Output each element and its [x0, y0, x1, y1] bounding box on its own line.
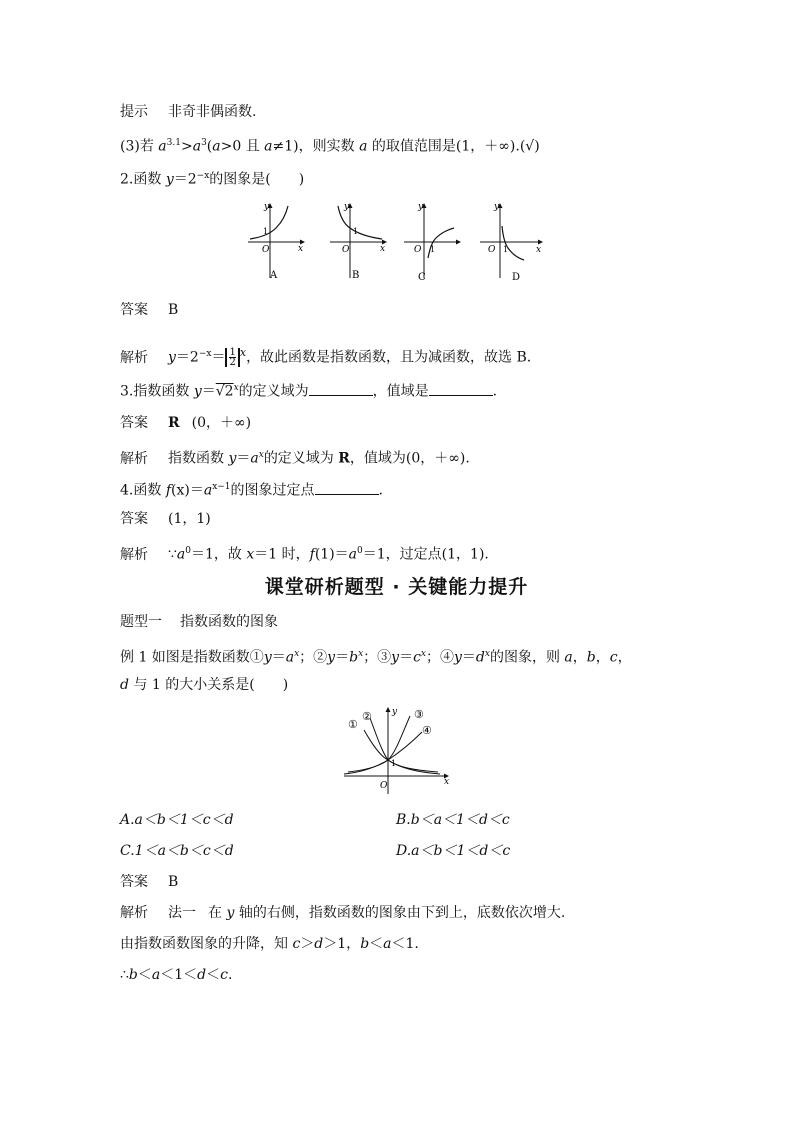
answer-4 [120, 509, 211, 529]
axis-y-label: y [264, 202, 270, 212]
text: ＜ [137, 967, 152, 983]
hint-text: 非奇非偶函数. [168, 104, 257, 120]
section-heading: 课堂研析题型 · 关键能力提升 [264, 576, 529, 598]
blank-domain[interactable] [309, 383, 373, 396]
text: ＞ [300, 936, 315, 952]
answer-ex1 [120, 872, 178, 892]
text: . [227, 967, 233, 983]
text: 例 1 如图是指数函数① [120, 649, 264, 666]
text: ＝ [399, 649, 414, 666]
question-2 [120, 166, 304, 190]
var-b: b [349, 649, 359, 666]
var-a: a [158, 138, 167, 155]
text: ，值域是 [372, 383, 429, 400]
text: ＝ [335, 649, 350, 666]
numerator: 1 [229, 347, 236, 359]
var-b: b [128, 967, 138, 983]
option-a[interactable]: A.a＜b＜1＜c＜d [120, 812, 234, 828]
type-1 [120, 612, 278, 632]
curve-3-label: ③ [414, 708, 424, 721]
item-3-line [120, 133, 540, 157]
text: 4.函数 [120, 482, 166, 499]
solution-2 [120, 340, 532, 369]
q2-graphs [240, 196, 560, 288]
set-r: R [338, 450, 350, 467]
var-d: d [120, 677, 129, 693]
exp: x−1 [212, 482, 231, 492]
axis-y-label: y [418, 202, 424, 212]
text: 的图象，则 [489, 649, 565, 666]
graph-d [480, 202, 542, 283]
var-a: a [383, 936, 392, 952]
text: ＝1 时， [254, 546, 310, 563]
solution-label: 解析 [120, 450, 148, 467]
text: . [492, 383, 498, 400]
text: >0 且 [220, 138, 265, 155]
text: ，值域为(0，＋∞). [349, 450, 470, 467]
text: (1)＝ [314, 546, 349, 563]
var-a: a [176, 546, 186, 563]
text: ＝1，过定点(1，1). [362, 546, 489, 563]
text: 轴的右侧，指数函数的图象由下到上，底数依次增大. [234, 905, 566, 921]
exp: −x [198, 349, 212, 359]
text: 与 1 的大小关系是( [128, 677, 255, 693]
var-y: y [327, 649, 336, 666]
var-d: d [475, 649, 485, 666]
var-a: a [359, 138, 368, 155]
var-y: y [165, 171, 174, 188]
var-a: a [285, 649, 295, 666]
exp: −x [196, 171, 210, 181]
var-y: y [193, 383, 202, 400]
exp: 0 [357, 546, 363, 556]
question-4 [120, 477, 383, 501]
blank-range[interactable] [429, 383, 493, 396]
axis-x-label: x [380, 244, 386, 254]
option-b[interactable]: B.b＜a＜1＜d＜c [396, 812, 510, 828]
origin-label: O [262, 245, 270, 255]
text: ＝ [271, 649, 286, 666]
exp: x [258, 450, 264, 460]
text: (x) [171, 482, 190, 499]
one-label: 1 [391, 759, 397, 768]
solution-label: 解析 [120, 349, 148, 366]
var-f: f [309, 546, 315, 563]
exp: x [239, 346, 247, 359]
solution-ex1-line-3 [120, 965, 232, 985]
text: ) [282, 677, 289, 693]
var-a: a [564, 649, 573, 666]
var-a: a [348, 546, 358, 563]
one-label: 1 [353, 227, 359, 236]
option-label: B [352, 270, 360, 281]
var-y: y [453, 649, 462, 666]
var-b: b [360, 936, 370, 952]
text: 3.指数函数 [120, 383, 194, 400]
set-r: R [168, 415, 180, 431]
item-3-pre: (3)若 [120, 138, 159, 155]
graph-b [330, 202, 386, 281]
origin-label: O [342, 245, 350, 255]
text: ，故此函数是指数函数，且为减函数，故选 B. [246, 349, 532, 366]
answer-label: 答案 [120, 511, 148, 527]
var-y: y [391, 649, 400, 666]
var-d: d [197, 967, 207, 983]
answer-text: B [168, 874, 179, 890]
question-3 [120, 378, 497, 402]
text: ＞1， [323, 936, 361, 952]
text: ；③ [363, 649, 392, 666]
axis-y-label: y [344, 202, 350, 212]
answer-3 [120, 413, 251, 433]
text: 2.函数 [120, 171, 166, 188]
example-1-graph [340, 704, 458, 796]
one-label: 1 [263, 227, 269, 236]
text: ＝2 [175, 349, 199, 366]
curve-4-label: ④ [422, 724, 432, 737]
var-x: x [246, 546, 255, 563]
answer-text: (1，1) [168, 511, 211, 527]
answer-2 [120, 300, 178, 320]
text: ∴ [120, 967, 129, 983]
text: ＝ [189, 482, 204, 499]
var-d: d [314, 936, 324, 952]
exp: 3 [201, 138, 207, 148]
text: ＝ [236, 450, 251, 467]
var-y: y [263, 649, 272, 666]
text: 的定义域为 [238, 383, 309, 400]
var-a: a [250, 450, 259, 467]
exp: 3.1 [166, 138, 181, 148]
option-label: C [418, 272, 426, 283]
text: ＜ [369, 936, 384, 952]
axis-y-label: y [494, 202, 500, 212]
var-c: c [220, 967, 228, 983]
text: ＜1＜ [160, 967, 198, 983]
solution-ex1-line-1 [120, 903, 565, 923]
exp: x [484, 649, 490, 659]
text: 由指数函数图象的升降，知 [120, 936, 293, 952]
var-a: a [192, 138, 202, 155]
var-y: y [228, 450, 237, 467]
text: . [378, 482, 383, 499]
text: ＜1. [391, 936, 419, 952]
exp: x [420, 649, 426, 659]
origin-label: O [380, 781, 388, 791]
var-b: b [586, 649, 596, 666]
var-y: y [226, 905, 235, 921]
axis-x-label: x [444, 777, 450, 787]
answer-label: 答案 [120, 874, 148, 890]
answer-text: B [168, 302, 179, 318]
text: ∵ [168, 546, 177, 563]
answer-label: 答案 [120, 302, 148, 318]
option-c[interactable]: C.1＜a＜b＜c＜d [120, 843, 234, 859]
solution-4 [120, 541, 489, 565]
blank-fixed-point[interactable] [315, 482, 379, 495]
type-text: 指数函数的图象 [180, 614, 278, 630]
solution-label: 解析 [120, 546, 148, 563]
text: ， [595, 649, 610, 666]
curve-2-label: ② [362, 710, 372, 723]
example-1-line-1 [120, 644, 632, 668]
solution-ex1-line-2 [120, 934, 419, 954]
text: ＝2 [173, 171, 197, 188]
text: ；④ [425, 649, 454, 666]
fraction [225, 348, 239, 367]
exp: x [233, 383, 239, 393]
text: 的图象过定点 [230, 482, 315, 499]
option-label: D [512, 272, 521, 283]
exp: x [358, 649, 364, 659]
graph-a [248, 202, 304, 281]
var-a: a [264, 138, 273, 155]
var-y: y [168, 349, 176, 366]
text: ＝ [211, 349, 226, 366]
radical: √2 [215, 383, 234, 400]
text: 的定义域为 [263, 450, 339, 467]
var-c: c [292, 936, 301, 952]
text: ；② [299, 649, 328, 666]
exp: 0 [185, 546, 192, 556]
origin-label: O [488, 245, 496, 255]
text: ＝ [201, 383, 216, 400]
text: ， [572, 649, 587, 666]
text: > [180, 138, 193, 155]
curve-1-label: ① [348, 718, 358, 731]
var-a: a [203, 482, 213, 499]
text: ＜ [206, 967, 221, 983]
curve-4 [344, 732, 422, 774]
text: ， [617, 649, 632, 666]
option-d[interactable]: D.a＜b＜1＜d＜c [396, 843, 511, 859]
axis-y-label: y [392, 707, 398, 717]
exp: x [294, 649, 300, 659]
text: ( [206, 138, 213, 155]
text: ＝1，故 [191, 546, 247, 563]
hint-line [120, 102, 256, 122]
text: ) [298, 171, 305, 188]
graph-c [404, 202, 460, 283]
answer-label: 答案 [120, 415, 148, 431]
method-label: 法一 [168, 905, 196, 921]
origin-label: O [414, 245, 422, 255]
type-label: 题型一 [120, 614, 162, 630]
hint-label: 提示 [120, 104, 148, 120]
var-c: c [609, 649, 618, 666]
text: 的取值范围是(1，＋∞).(√) [367, 138, 540, 155]
solution-3 [120, 445, 470, 469]
var-a: a [151, 967, 161, 983]
var-a: a [212, 138, 221, 155]
text: 指数函数 [168, 450, 229, 467]
one-label: 1 [430, 245, 436, 254]
text: 在 [208, 905, 227, 921]
answer-text: (0，＋∞) [191, 415, 252, 431]
text: ≠1)，则实数 [272, 138, 360, 155]
var-f: f [165, 482, 171, 499]
option-label: A [270, 270, 278, 281]
text: 的图象是( [209, 171, 271, 188]
axis-x-label: x [298, 244, 304, 254]
axis-x-label: x [536, 245, 542, 255]
one-label: 1 [503, 245, 509, 254]
example-1-line-2 [120, 675, 288, 695]
text: ＝ [461, 649, 476, 666]
solution-label: 解析 [120, 905, 148, 921]
denominator: 2 [229, 357, 236, 369]
var-c: c [413, 649, 421, 666]
